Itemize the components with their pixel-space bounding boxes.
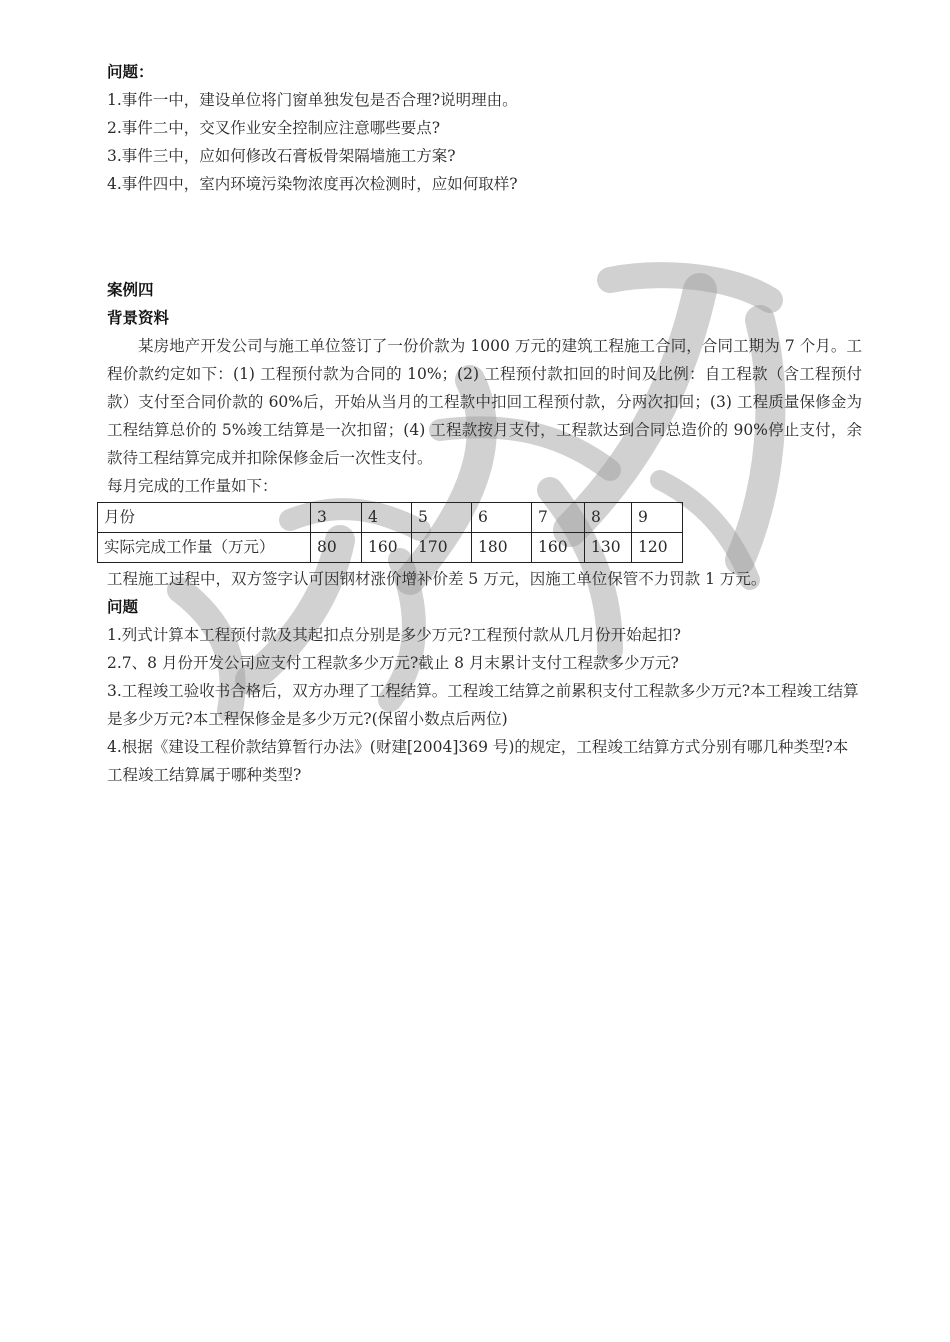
table-cell-amount: 130: [585, 533, 632, 563]
monthly-work-table: [97, 502, 683, 563]
table-cell-month: 6: [472, 503, 532, 533]
background-heading: 背景资料: [107, 309, 170, 327]
table-cell-amount: 80: [311, 533, 362, 563]
table-row: [98, 533, 683, 563]
background-paragraph: 某房地产开发公司与施工单位签订了一份价款为 1000 万元的建筑工程施工合同，合同工期为 7 个月。工程价款约定如下：(1) 工程预付款为合同的 10%；(2) 工程预付款扣回的时间及比例：自工程款（含工程预付款）支付至合同价款的 60%后，开始从当月的工程款中扣回工程预付款，分两次扣回；(3) 工程质量保修金为工程结算总价的 5%竣工结算是一次扣留；(4) 工程款按月支付，工程款达到合同总造价的 90%停止支付，余款待工程结算完成并扣除保修金后一次性支付。: [107, 337, 862, 467]
table-header-cell: 实际完成工作量（万元）: [98, 533, 311, 563]
section-heading-questions: 问题: [107, 598, 139, 616]
question-item: 1.事件一中，建设单位将门窗单独发包是否合理?说明理由。: [107, 91, 518, 109]
question-item: 3.事件三中，应如何修改石膏板骨架隔墙施工方案?: [107, 147, 456, 165]
table-intro: 每月完成的工作量如下：: [107, 477, 278, 495]
table-cell-amount: 170: [412, 533, 472, 563]
case-title: 案例四: [107, 281, 154, 299]
question-item: 4.事件四中，室内环境污染物浓度再次检测时，应如何取样?: [107, 175, 518, 193]
table-cell-month: 8: [585, 503, 632, 533]
after-table-paragraph: 工程施工过程中，双方签字认可因钢材涨价增补价差 5 万元，因施工单位保管不力罚款 1 万元。: [107, 570, 767, 588]
table-cell-amount: 180: [472, 533, 532, 563]
question-item: 4.根据《建设工程价款结算暂行办法》(财建[2004]369 号)的规定，工程竣工结算方式分别有哪几种类型?本工程竣工结算属于哪种类型?: [107, 738, 849, 784]
table-cell-month: 4: [362, 503, 412, 533]
question-item: 3.工程竣工验收书合格后，双方办理了工程结算。工程竣工结算之前累积支付工程款多少万元?本工程竣工结算是多少万元?本工程保修金是多少万元?(保留小数点后两位): [107, 682, 859, 728]
table-cell-amount: 160: [532, 533, 585, 563]
table-cell-month: 7: [532, 503, 585, 533]
document-page: [104, 58, 862, 789]
table-cell-month: 9: [632, 503, 683, 533]
section-heading-questions: 问题：: [107, 63, 154, 81]
table-cell-amount: 160: [362, 533, 412, 563]
question-item: 1.列式计算本工程预付款及其起扣点分别是多少万元?工程预付款从几月份开始起扣?: [107, 626, 681, 644]
question-item: 2.7、8 月份开发公司应支付工程款多少万元?截止 8 月末累计支付工程款多少万元?: [107, 654, 679, 672]
question-item: 2.事件二中，交叉作业安全控制应注意哪些要点?: [107, 119, 441, 137]
table-cell-month: 5: [412, 503, 472, 533]
table-cell-amount: 120: [632, 533, 683, 563]
table-row: [98, 503, 683, 533]
table-cell-month: 3: [311, 503, 362, 533]
table-header-cell: 月份: [98, 503, 311, 533]
